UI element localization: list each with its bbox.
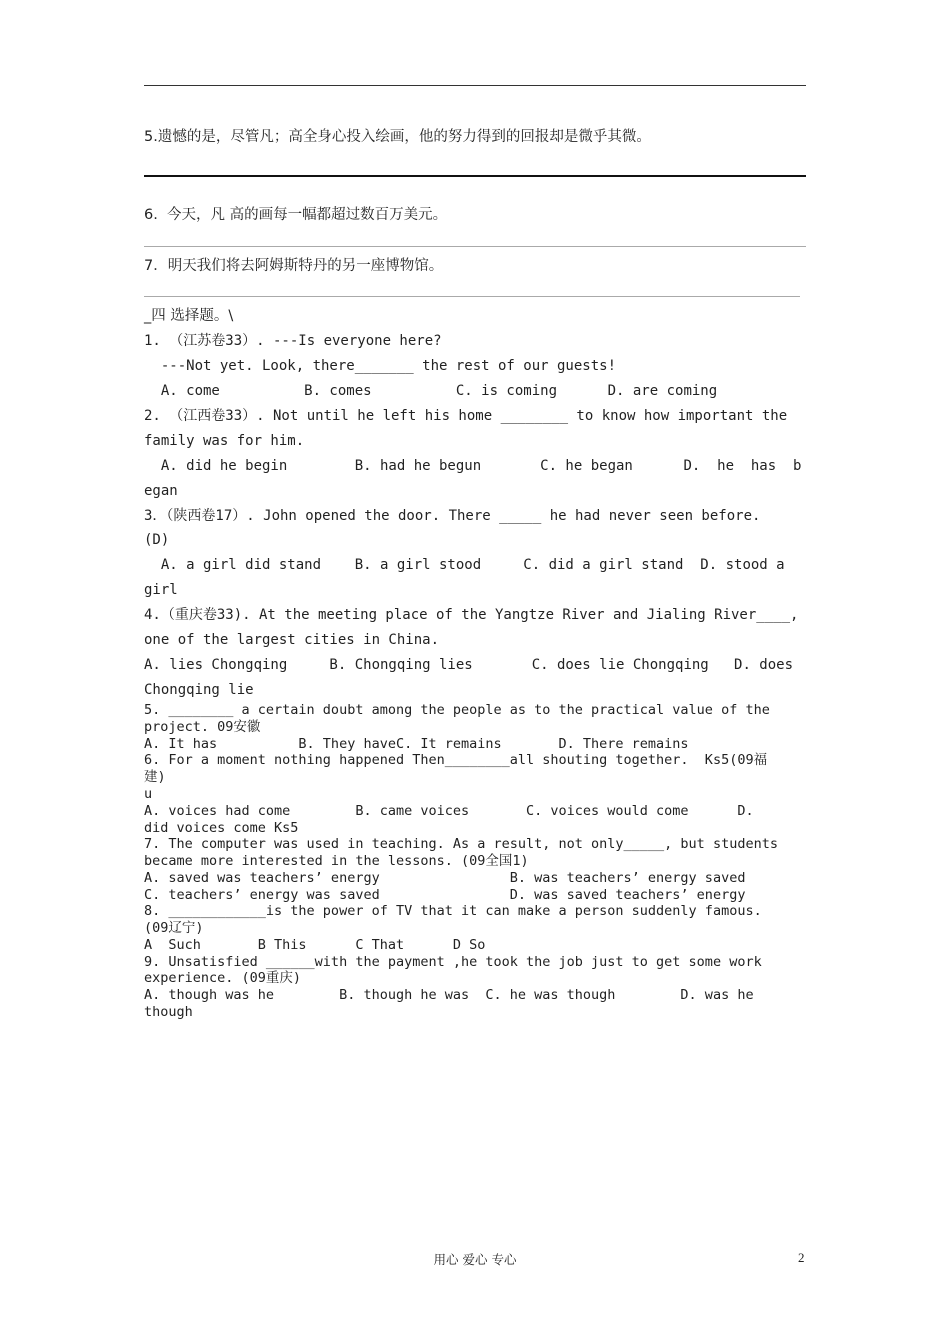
question-line: project. 09安徽	[144, 719, 261, 735]
question-line: 3．（陕西卷17）. John opened the door. There _____ he had never seen before.	[144, 508, 761, 524]
answer-line	[144, 296, 800, 297]
answer-line	[144, 246, 806, 247]
question-line: 7. The computer was used in teaching. As a result, not only_____, but students	[144, 836, 778, 852]
question-line: 1. （江苏卷33）. ---Is everyone here?	[144, 333, 442, 349]
translation-item-7: 7．明天我们将去阿姆斯特丹的另一座博物馆。	[144, 258, 444, 274]
question-line: one of the largest cities in China.	[144, 632, 440, 648]
question-line: 6. For a moment nothing happened Then________all shouting together. Ks5(09福	[144, 752, 768, 768]
question-line: became more interested in the lessons. (09全国1)	[144, 853, 529, 869]
answer-line	[144, 85, 806, 86]
section-title: _四 选择题。\	[144, 308, 234, 324]
options-line: A. a girl did stand B. a girl stood C. did a girl stand D. stood a	[144, 557, 785, 573]
question-line: u	[144, 786, 153, 802]
options-line: A. lies Chongqing B. Chongqing lies C. does lie Chongqing D. does	[144, 657, 794, 673]
options-line: A. voices had come B. came voices C. voices would come D.	[144, 803, 754, 819]
options-line: A. did he begin B. had he begun C. he began D. he has b	[144, 458, 802, 474]
options-line: A. though was he B. though he was C. he was though D. was he	[144, 987, 754, 1003]
question-line: 5. ________ a certain doubt among the people as to the practical value of the	[144, 702, 770, 718]
question-line: 4.（重庆卷33). At the meeting place of the Yangtze River and Jialing River____,	[144, 607, 799, 623]
options-line: egan	[144, 483, 178, 499]
page-footer: 用心 爱心 专心	[433, 1252, 517, 1267]
question-line: family was for him.	[144, 433, 305, 449]
question-line: 9. Unsatisfied ______with the payment ,he took the job just to get some work	[144, 954, 762, 970]
options-line: A. saved was teachers’ energy B. was teachers’ energy saved	[144, 870, 746, 886]
options-line: A. It has B. They haveC. It remains D. There remains	[144, 736, 689, 752]
options-line: Chongqing lie	[144, 682, 254, 698]
question-line: 2. （江西卷33）. Not until he left his home ________ to know how important the	[144, 408, 788, 424]
question-line: (09辽宁)	[144, 920, 204, 936]
question-line: experience. (09重庆)	[144, 970, 302, 986]
translation-item-5: 5.遗憾的是，尽管凡；高全身心投入绘画，他的努力得到的回报却是微乎其微。	[144, 129, 651, 145]
question-line: 8. ____________is the power of TV that it can make a person suddenly famous.	[144, 903, 762, 919]
question-line: ---Not yet. Look, there_______ the rest of our guests!	[144, 358, 617, 374]
options-line: A Such B This C That D So	[144, 937, 486, 953]
answer-line	[144, 175, 806, 177]
options-line: A. come B. comes C. is coming D. are coming	[144, 383, 718, 399]
question-line: 建)	[144, 769, 166, 785]
translation-item-6: 6. 今天，凡 高的画每一幅都超过数百万美元。	[144, 207, 448, 223]
answer-key: (D)	[144, 532, 170, 548]
options-line: C. teachers’ energy was saved D. was saved teachers’ energy	[144, 887, 746, 903]
options-line: though	[144, 1004, 193, 1020]
page-number: 2	[798, 1250, 805, 1265]
options-line: girl	[144, 582, 178, 598]
options-line: did voices come Ks5	[144, 820, 299, 836]
